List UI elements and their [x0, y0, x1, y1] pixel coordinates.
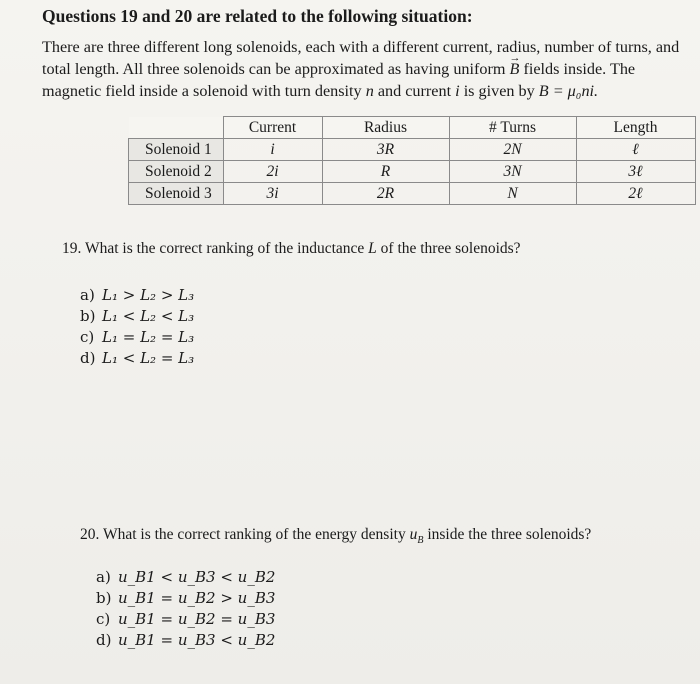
- cell-length: 3ℓ: [576, 161, 695, 183]
- q20-option-a[interactable]: a) u_B1 < u_B3 < u_B2: [96, 568, 276, 586]
- row-label: Solenoid 1: [129, 139, 224, 161]
- cell-length: ℓ: [576, 139, 695, 161]
- inductance-symbol: L: [368, 240, 377, 257]
- cell-radius: 3R: [322, 139, 449, 161]
- cell-radius: 2R: [322, 183, 449, 205]
- header-length: Length: [576, 117, 695, 139]
- header-radius: Radius: [322, 117, 449, 139]
- table-header-row: [129, 117, 696, 139]
- row-label: Solenoid 2: [129, 161, 224, 183]
- cell-current: 2i: [223, 161, 322, 183]
- table-row: [129, 139, 696, 161]
- q19-option-b[interactable]: b) L₁ < L₂ < L₃: [80, 307, 195, 325]
- header-current: Current: [223, 117, 322, 139]
- intro-line-1: There are three different long solenoids, each with a different current, radius, number of turns, and: [42, 38, 680, 56]
- q19-option-a[interactable]: a) L₁ > L₂ > L₃: [80, 286, 195, 304]
- energy-density-symbol: $u_B$: [409, 526, 424, 547]
- q20-option-d[interactable]: d) u_B1 = u_B3 < u_B2: [96, 631, 276, 649]
- field-formula: B = μ₀ni.: [538, 82, 599, 100]
- q20-option-b[interactable]: b) u_B1 = u_B2 > u_B3: [96, 589, 276, 607]
- cell-turns: N: [449, 183, 576, 205]
- intro-line-2: total length. All three solenoids can be approximated as having uniform → B fields inside. The: [42, 58, 698, 80]
- table-row: [129, 161, 696, 183]
- cell-current: 3i: [223, 183, 322, 205]
- question-20: 20. What is the correct ranking of the energy density $u_B$ inside the three solenoids?: [80, 526, 592, 547]
- q20-option-c[interactable]: c) u_B1 = u_B2 = u_B3: [96, 610, 276, 628]
- situation-paragraph: [42, 36, 698, 102]
- solenoid-table: [128, 116, 696, 205]
- cell-turns: 2N: [449, 139, 576, 161]
- section-heading: Questions 19 and 20 are related to the following situation:: [42, 6, 473, 26]
- cell-length: 2ℓ: [576, 183, 695, 205]
- intro-line-3: magnetic field inside a solenoid with turn density n and current i is given by B = μ₀ni.: [42, 82, 599, 100]
- q19-option-d[interactable]: d) L₁ < L₂ = L₃: [80, 349, 195, 367]
- question-19: 19. What is the correct ranking of the inductance L of the three solenoids?: [62, 240, 521, 257]
- vector-b-symbol: → B: [510, 58, 520, 80]
- cell-current: i: [223, 139, 322, 161]
- header-turns: # Turns: [449, 117, 576, 139]
- table-row: [129, 183, 696, 205]
- row-label: Solenoid 3: [129, 183, 224, 205]
- cell-turns: 3N: [449, 161, 576, 183]
- q19-option-c[interactable]: c) L₁ = L₂ = L₃: [80, 328, 195, 346]
- cell-radius: R: [322, 161, 449, 183]
